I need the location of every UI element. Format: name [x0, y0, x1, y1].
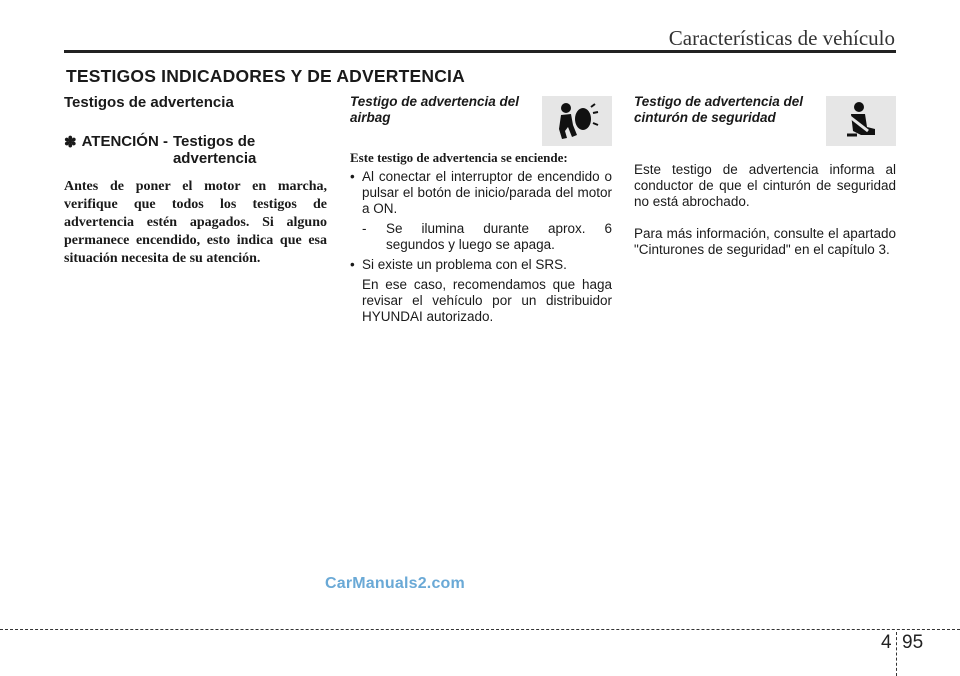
watermark-link[interactable]: CarManuals2.com	[325, 575, 465, 592]
airbag-heading: Testigo de advertencia del airbag	[350, 94, 520, 125]
bullet-dot: •	[350, 169, 355, 184]
column-airbag-warning	[350, 94, 612, 334]
bullet-dot: •	[350, 257, 355, 272]
seatbelt-warning-icon	[841, 101, 881, 141]
section-title: TESTIGOS INDICADORES Y DE ADVERTENCIA	[66, 66, 465, 86]
column-seatbelt-warning	[634, 94, 896, 294]
page-number-separator	[896, 632, 897, 676]
attention-title: Testigos de advertencia	[172, 133, 257, 168]
attention-paragraph: Antes de poner el motor en marcha, verifique que todos los testigos de advertencia estén apagados. Si alguno permanece encendido, esto indica que esa situación necesita de su atención.	[64, 178, 327, 266]
attention-label: ATENCIÓN -	[81, 133, 168, 150]
column-warnings-intro	[64, 94, 327, 268]
page-number: 95	[902, 632, 924, 653]
dash-mark: -	[362, 221, 367, 236]
airbag-bullet-ignition	[350, 169, 612, 217]
airbag-lead: Este testigo de advertencia se enciende:	[350, 150, 568, 165]
airbag-dash-item	[362, 221, 612, 253]
attention-star-icon: ✽	[64, 134, 77, 151]
footer-rule	[0, 629, 960, 630]
airbag-dash-text: Se ilumina durante aprox. 6 segundos y luego se apaga.	[386, 221, 612, 252]
airbag-warning-icon-box	[542, 96, 612, 146]
airbag-warning-icon	[555, 101, 599, 141]
header-rule	[64, 50, 896, 53]
seatbelt-warning-icon-box	[826, 96, 896, 146]
seatbelt-heading: Testigo de advertencia del cinturón de seguridad	[634, 94, 804, 125]
airbag-bullet-srs-text: Si existe un problema con el SRS.	[362, 257, 567, 272]
attention-heading	[64, 133, 327, 168]
seatbelt-paragraph-2: Para más información, consulte el apartado "Cinturones de seguridad" en el capítulo 3.	[634, 226, 896, 257]
seatbelt-paragraph-1: Este testigo de advertencia informa al conductor de que el cinturón de seguridad no está abrochado.	[634, 162, 896, 209]
subheading-warning-lights: Testigos de advertencia	[64, 94, 234, 111]
airbag-srs-continuation: En ese caso, recomendamos que haga revisar el vehículo por un distribuidor HYUNDAI autorizado.	[362, 277, 612, 324]
page-chapter-number: 4	[881, 632, 892, 653]
airbag-bullet-srs	[350, 257, 612, 273]
running-header-title: Características de vehículo	[668, 26, 895, 50]
airbag-bullet-ignition-text: Al conectar el interruptor de encendido o pulsar el botón de inicio/parada del motor a ON.	[362, 169, 612, 216]
